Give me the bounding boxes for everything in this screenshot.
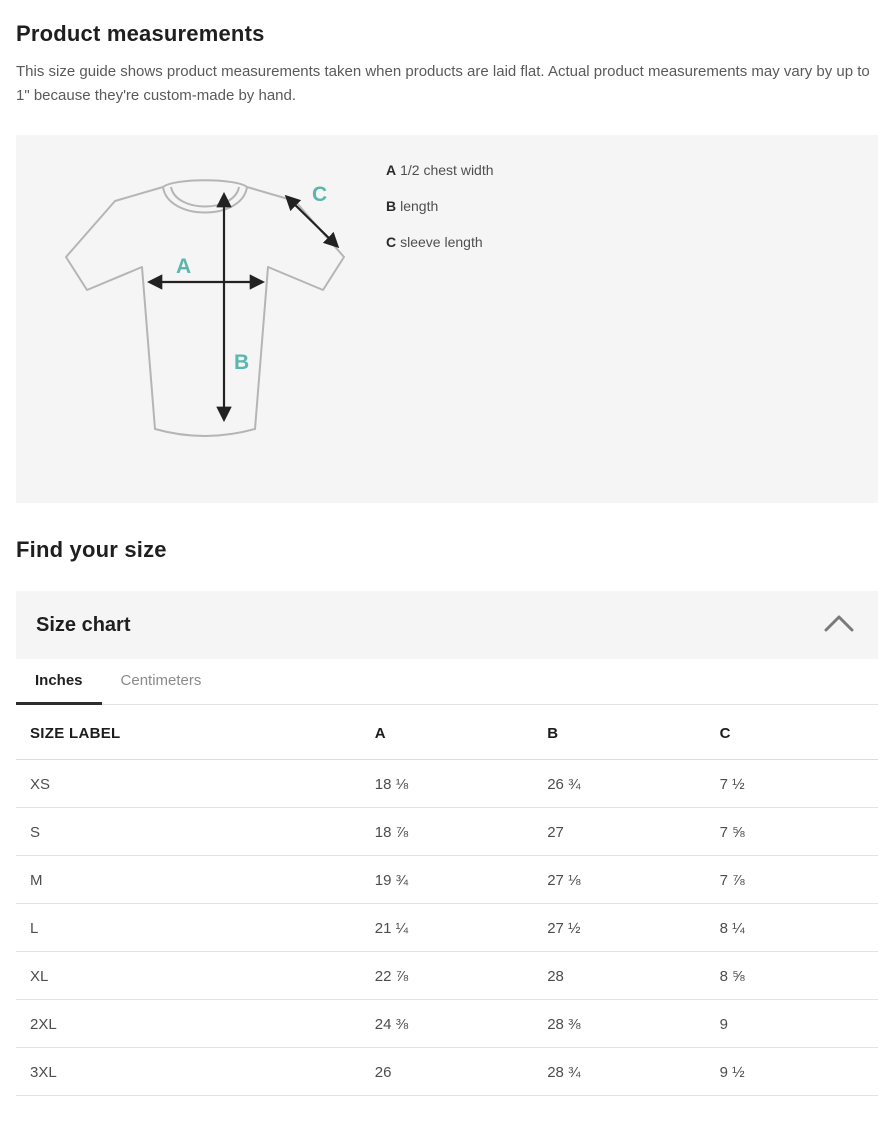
size-cell: S (16, 808, 361, 856)
legend-item-b (386, 196, 494, 232)
size-cell: XS (16, 760, 361, 808)
header-size-label: SIZE LABEL (16, 705, 361, 760)
legend-item-a (386, 160, 494, 196)
legend-key-a: A (386, 162, 397, 178)
a-cell: 22 ⅞ (361, 952, 533, 1000)
a-cell: 26 (361, 1048, 533, 1096)
table-header-row (16, 705, 878, 760)
size-chart-toggle[interactable] (16, 591, 878, 659)
tshirt-illustration-svg (54, 163, 356, 463)
table-row (16, 952, 878, 1000)
size-cell: L (16, 904, 361, 952)
page-description: This size guide shows product measurements taken when products are laid flat. Actual product measurements may vary by up to 1" because they're custom-made by hand. (16, 63, 870, 104)
unit-tabs (16, 659, 878, 705)
legend-item-c (386, 232, 494, 268)
label-b: B (234, 351, 250, 374)
a-cell: 21 ¼ (361, 904, 533, 952)
table-row (16, 808, 878, 856)
size-cell: XL (16, 952, 361, 1000)
legend-text-a: 1/2 chest width (400, 162, 494, 178)
tshirt-diagram (54, 163, 356, 463)
table-row (16, 760, 878, 808)
b-cell: 27 ⅛ (533, 856, 705, 904)
header-a: A (361, 705, 533, 760)
legend-key-c: C (386, 234, 397, 250)
size-cell: 2XL (16, 1000, 361, 1048)
c-cell: 8 ⅝ (706, 952, 878, 1000)
label-c: C (312, 183, 328, 206)
size-cell: M (16, 856, 361, 904)
measurement-diagram-panel (16, 135, 878, 503)
b-cell: 28 (533, 952, 705, 1000)
c-cell: 7 ⅝ (706, 808, 878, 856)
c-cell: 7 ½ (706, 760, 878, 808)
table-row (16, 1000, 878, 1048)
size-cell: 3XL (16, 1048, 361, 1096)
legend-text-c: sleeve length (400, 234, 483, 250)
b-cell: 26 ¾ (533, 760, 705, 808)
label-a: A (176, 255, 192, 278)
size-chart-title: Size chart (36, 613, 131, 636)
b-cell: 27 ½ (533, 904, 705, 952)
c-cell: 9 ½ (706, 1048, 878, 1096)
chevron-up-icon (824, 614, 854, 637)
legend-key-b: B (386, 198, 397, 214)
table-row (16, 856, 878, 904)
tshirt-outline (66, 180, 344, 436)
c-cell: 7 ⅞ (706, 856, 878, 904)
product-measurements-page (0, 21, 894, 1096)
measurement-arrows (150, 195, 337, 419)
b-cell: 28 ¾ (533, 1048, 705, 1096)
a-cell: 18 ⅞ (361, 808, 533, 856)
measurement-legend (386, 160, 494, 268)
a-cell: 19 ¾ (361, 856, 533, 904)
table-row (16, 1048, 878, 1096)
c-cell: 9 (706, 1000, 878, 1048)
tab-inches[interactable]: Inches (16, 659, 102, 705)
legend-text-b: length (400, 198, 439, 214)
tab-centimeters[interactable]: Centimeters (120, 672, 202, 689)
find-your-size-title: Find your size (16, 537, 167, 562)
page-title: Product measurements (16, 21, 265, 46)
header-c: C (706, 705, 878, 760)
header-b: B (533, 705, 705, 760)
c-cell: 8 ¼ (706, 904, 878, 952)
b-cell: 27 (533, 808, 705, 856)
b-cell: 28 ⅜ (533, 1000, 705, 1048)
size-table (16, 705, 878, 1096)
a-cell: 24 ⅜ (361, 1000, 533, 1048)
a-cell: 18 ⅛ (361, 760, 533, 808)
table-row (16, 904, 878, 952)
